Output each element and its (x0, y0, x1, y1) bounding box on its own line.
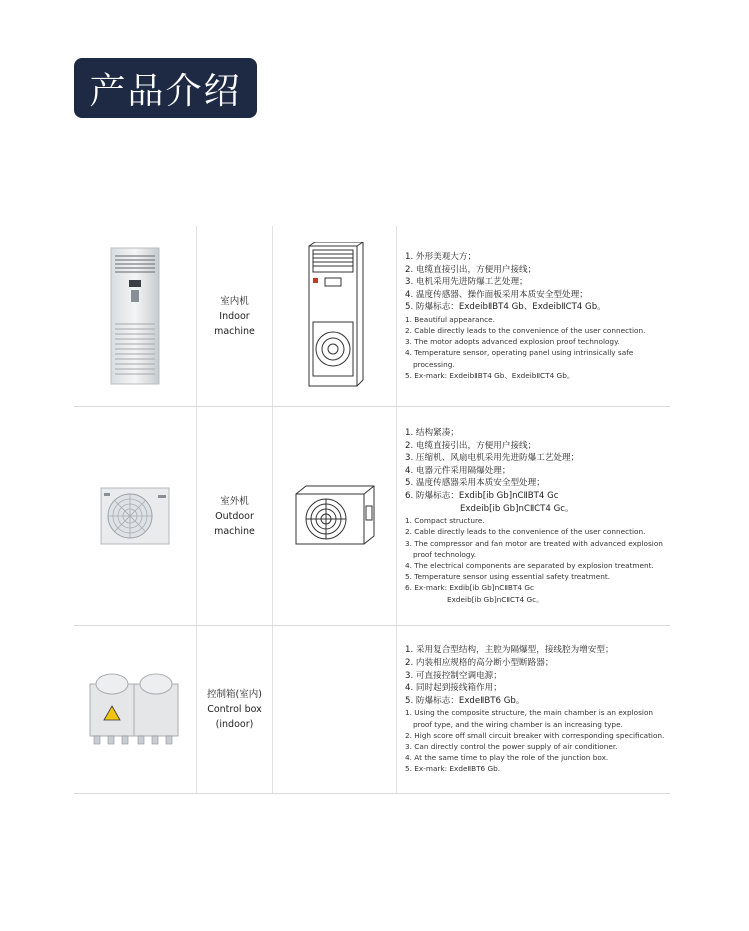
indoor-unit-drawing (273, 226, 397, 406)
indoor-unit-photo (74, 226, 197, 406)
product-name-en: Outdoor (215, 510, 254, 522)
feature-cn: 4. 温度传感器、操作面板采用本质安全型处理； (405, 289, 588, 300)
page-title: 产品介绍 (74, 58, 257, 118)
feature-en: 3. The compressor and fan motor are treated with advanced explosion proof technology. (405, 538, 663, 559)
control-box-photo (74, 626, 197, 793)
control-box-drawing-empty (273, 626, 397, 793)
feature-cn: 1. 采用复合型结构，主腔为隔爆型，接线腔为增安型； (405, 645, 614, 656)
feature-en: 3. Can directly control the power supply of air conditioner. (405, 741, 618, 751)
feature-en: 6. Ex-mark: Exdib[ib Gb]nCⅡBT4 Gc (405, 583, 535, 593)
feature-en: 2. Cable directly leads to the convenience of the user connection. (405, 326, 646, 336)
feature-en: 5. Ex-mark: ExdeibⅡBT4 Gb、ExdeibⅡCT4 Gb。 (405, 370, 575, 380)
product-row-outdoor (74, 407, 670, 626)
product-name-cell (197, 407, 273, 625)
feature-en: 5. Ex-mark: ExdeⅡBT6 Gb. (405, 764, 501, 774)
feature-en: 3. The motor adopts advanced explosion proof technology. (405, 337, 620, 347)
feature-cn: 1. 外形美观大方； (405, 251, 477, 262)
product-features (397, 407, 670, 625)
feature-cn: 3. 电机采用先进防爆工艺处理； (405, 277, 528, 288)
feature-en: 4. At the same time to play the role of the junction box. (405, 753, 609, 763)
product-name-cell (197, 226, 273, 406)
product-row-indoor (74, 226, 670, 407)
feature-cn: 4. 电器元件采用隔爆处理； (405, 465, 511, 476)
feature-cn: 5. 温度传感器采用本质安全型处理； (405, 478, 545, 489)
product-name-en: Indoor (219, 310, 250, 322)
feature-cn: 2. 电缆直接引出，方便用户接线； (405, 440, 537, 451)
product-features (397, 226, 670, 406)
feature-cn: 4. 同时起到接线箱作用； (405, 683, 502, 694)
feature-cn: 3. 压缩机、风扇电机采用先进防爆工艺处理； (405, 453, 580, 464)
feature-cn: 5. 防爆标志：ExdeⅡBT6 Gb。 (405, 695, 525, 706)
product-name-cn: 控制箱(室内) (207, 689, 262, 700)
features-en-list (405, 707, 670, 774)
outdoor-unit-photo (74, 407, 197, 625)
product-name-en: machine (214, 525, 255, 537)
product-name-en: (indoor) (215, 719, 254, 730)
product-name-en: machine (214, 325, 255, 337)
feature-cn: 3. 可直接控制空调电源； (405, 670, 502, 681)
feature-en: 4. Temperature sensor, operating panel using intrinsically safe processing. (405, 348, 634, 369)
feature-en: 4. The electrical components are separated by explosion treatment. (405, 561, 654, 571)
feature-en: 2. High score off small circuit breaker with corresponding specification. (405, 730, 665, 740)
feature-en: 1. Using the composite structure, the main chamber is an explosion proof type, and the wiring chamber is an increasing type. (405, 708, 654, 729)
product-row-control-box (74, 626, 670, 794)
feature-cn: 2. 内装相应规格的高分断小型断路器； (405, 658, 554, 668)
product-name-cell (197, 626, 273, 793)
feature-en: 5. Temperature sensor using essential safety treatment. (405, 572, 611, 582)
feature-cn: Exdeib[ib Gb]nCⅡCT4 Gc。 (460, 503, 574, 514)
product-name-cn: 室外机 (220, 495, 249, 507)
features-cn-list (405, 427, 670, 515)
feature-en: 1. Compact structure. (405, 516, 485, 526)
feature-cn: 2. 电缆直接引出，方便用户接线； (405, 264, 537, 275)
product-table (74, 226, 670, 794)
feature-en: 2. Cable directly leads to the convenience of the user connection. (405, 527, 646, 537)
product-name-cn: 室内机 (220, 295, 249, 307)
product-features (397, 626, 670, 793)
feature-cn: 1. 结构紧凑； (405, 428, 459, 439)
features-cn-list (405, 644, 670, 707)
feature-cn: 5. 防爆标志：ExdeibⅡBT4 Gb、ExdeibⅡCT4 Gb。 (405, 302, 606, 313)
features-en-list (405, 515, 670, 605)
feature-cn: 6. 防爆标志：Exdib[ib Gb]nCⅡBT4 Gc (405, 491, 559, 502)
feature-en: Exdeib[ib Gb]nCⅡCT4 Gc。 (447, 594, 544, 604)
features-cn-list (405, 251, 670, 314)
features-en-list (405, 314, 670, 381)
outdoor-unit-drawing (273, 407, 397, 625)
product-name-en: Control box (207, 704, 262, 715)
feature-en: 1. Beautiful appearance. (405, 314, 495, 324)
